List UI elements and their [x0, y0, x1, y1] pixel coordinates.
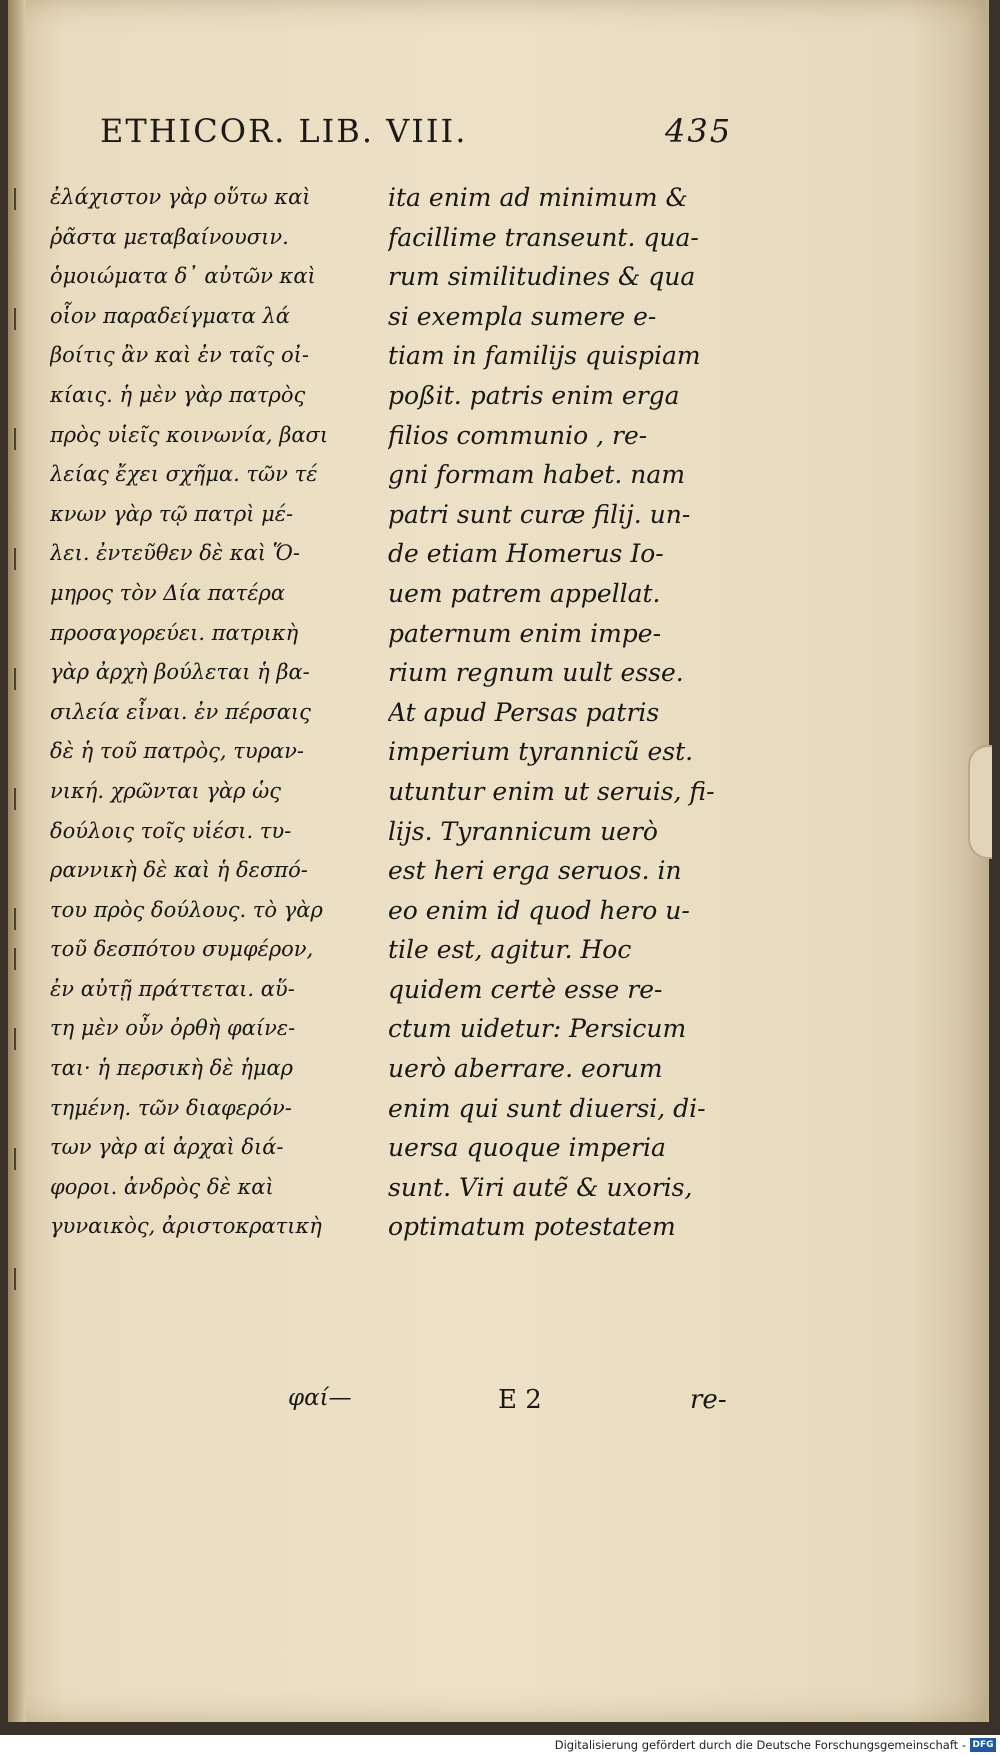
margin-mark	[14, 1148, 16, 1170]
latin-text-line: tiam in familijs quispiam	[388, 341, 701, 371]
greek-text-line: λει. ἐντεῦθεν δὲ καὶ Ὅ-	[50, 541, 300, 566]
latin-text-line: enim qui sunt diuersi, di-	[388, 1093, 706, 1123]
greek-text-line: ται· ἡ περσικὴ δὲ ἡμαρ	[50, 1056, 293, 1081]
latin-text-line: gni formam habet. nam	[388, 460, 686, 490]
margin-mark	[14, 788, 16, 810]
greek-text-line: ραννικὴ δὲ καὶ ἡ δεσπό-	[50, 858, 308, 883]
greek-text-line: μηρος τὸν Δία πατέρα	[50, 580, 286, 605]
latin-text-line: filios communio , re-	[388, 420, 648, 450]
latin-text-line: si exempla sumere e-	[388, 301, 657, 331]
latin-catchword: re-	[690, 1385, 727, 1415]
latin-text-line: paternum enim impe-	[388, 618, 662, 648]
latin-text-line: utuntur enim ut seruis, fi-	[388, 776, 715, 806]
greek-text-line: δὲ ἡ τοῦ πατρὸς, τυραν-	[50, 739, 305, 764]
greek-text-line: τημένη. τῶν διαφερόν-	[50, 1095, 292, 1120]
latin-text-line: poßit. patris enim erga	[388, 380, 680, 410]
page-gutter	[8, 0, 26, 1722]
margin-mark	[14, 308, 16, 330]
page-tab-edge	[968, 745, 992, 859]
latin-text-column	[388, 178, 733, 1247]
footer-credit: Digitalisierung gefördert durch die Deutsche Forschungsgemeinschaft -	[554, 1738, 966, 1752]
margin-mark	[14, 548, 16, 570]
greek-text-column	[50, 178, 368, 1247]
latin-text-line: sunt. Viri autẽ & uxoris,	[388, 1172, 693, 1202]
greek-text-line: ἐλάχιστον γὰρ οὕτω καὶ	[50, 185, 311, 209]
greek-text-line: πρὸς υἱεῖς κοινωνία, βασι	[50, 422, 329, 447]
greek-text-line: ἐν αὐτῇ πράττεται. αὕ-	[50, 976, 295, 1001]
latin-text-line: At apud Persas patris	[388, 697, 660, 727]
margin-mark	[14, 1268, 16, 1290]
greek-text-line: ὁμοιώματα δ᾽ αὐτῶν καὶ	[50, 264, 316, 289]
latin-text-line: quidem certè esse re-	[388, 974, 663, 1004]
latin-text-line: est heri erga seruos. in	[388, 856, 682, 886]
greek-text-line: γυναικὸς, ἀριστοκρατικὴ	[50, 1214, 322, 1239]
margin-mark	[14, 668, 16, 690]
greek-text-line: κνων γὰρ τῷ πατρὶ μέ-	[50, 501, 294, 526]
greek-text-line: προσαγορεύει. πατρικὴ	[50, 620, 299, 645]
greek-text-line: δούλοις τοῖς υἱέσι. τυ-	[50, 818, 292, 843]
greek-text-line: τη μὲν οὖν ὀρθὴ φαίνε-	[50, 1016, 296, 1041]
dfg-badge: DFG	[970, 1738, 996, 1752]
digitization-footer	[0, 1735, 1000, 1755]
greek-text-line: βοίτις ἂν καὶ ἐν ταῖς οἰ-	[50, 343, 309, 368]
greek-text-line: νική. χρῶνται γὰρ ὡς	[50, 778, 282, 803]
latin-text-line: rium regnum uult esse.	[388, 658, 684, 688]
latin-text-line: ctum uidetur: Persicum	[388, 1014, 687, 1044]
greek-text-line: λείας ἔχει σχῆμα. τῶν τέ	[50, 462, 318, 487]
running-header	[100, 112, 740, 162]
latin-text-line: uerò aberrare. eorum	[388, 1054, 663, 1084]
latin-text-line: lijs. Tyrannicum uerò	[388, 816, 658, 846]
latin-text-line: imperium tyrannicũ est.	[388, 737, 694, 767]
latin-text-line: eo enim id quod hero u-	[388, 895, 690, 925]
greek-text-line: γὰρ ἀρχὴ βούλεται ἡ βα-	[50, 660, 310, 685]
running-title: ETHICOR. LIB. VIII.	[100, 112, 468, 150]
latin-text-line: patri sunt curæ filij. un-	[388, 499, 691, 529]
margin-mark	[14, 428, 16, 450]
latin-text-line: optimatum potestatem	[388, 1212, 676, 1242]
greek-text-line: ῥᾶστα μεταβαίνουσιν.	[50, 224, 289, 249]
greek-text-line: φοροι. ἀνδρὸς δὲ καὶ	[50, 1174, 274, 1199]
greek-text-line: του πρὸς δούλους. τὸ γὰρ	[50, 897, 323, 922]
margin-mark	[14, 188, 16, 210]
greek-text-line: τοῦ δεσπότου συμφέρον,	[50, 937, 314, 962]
margin-mark	[14, 908, 16, 930]
latin-text-line: tile est, agitur. Hoc	[388, 935, 632, 965]
latin-text-line: uem patrem appellat.	[388, 578, 661, 608]
latin-text-line: ita enim ad minimum &	[388, 183, 688, 212]
greek-text-line: σιλεία εἶναι. ἐν πέρσαις	[50, 699, 311, 724]
latin-text-line: facillime transeunt. qua-	[388, 222, 699, 252]
greek-text-line: των γὰρ αἱ ἀρχαὶ διά-	[50, 1135, 284, 1160]
greek-catchword: φαί—	[288, 1385, 352, 1411]
greek-text-line: κίαις. ἡ μὲν γὰρ πατρὸς	[50, 382, 306, 407]
latin-text-line: uersa quoque imperia	[388, 1133, 666, 1163]
latin-text-line: rum similitudines & qua	[388, 262, 696, 292]
latin-text-line: de etiam Homerus Io-	[388, 539, 664, 569]
page-number: 435	[665, 112, 733, 150]
margin-mark	[14, 948, 16, 970]
margin-mark	[14, 1028, 16, 1050]
greek-text-line: οἷον παραδείγματα λά	[50, 303, 290, 328]
signature-mark: E 2	[498, 1385, 542, 1415]
